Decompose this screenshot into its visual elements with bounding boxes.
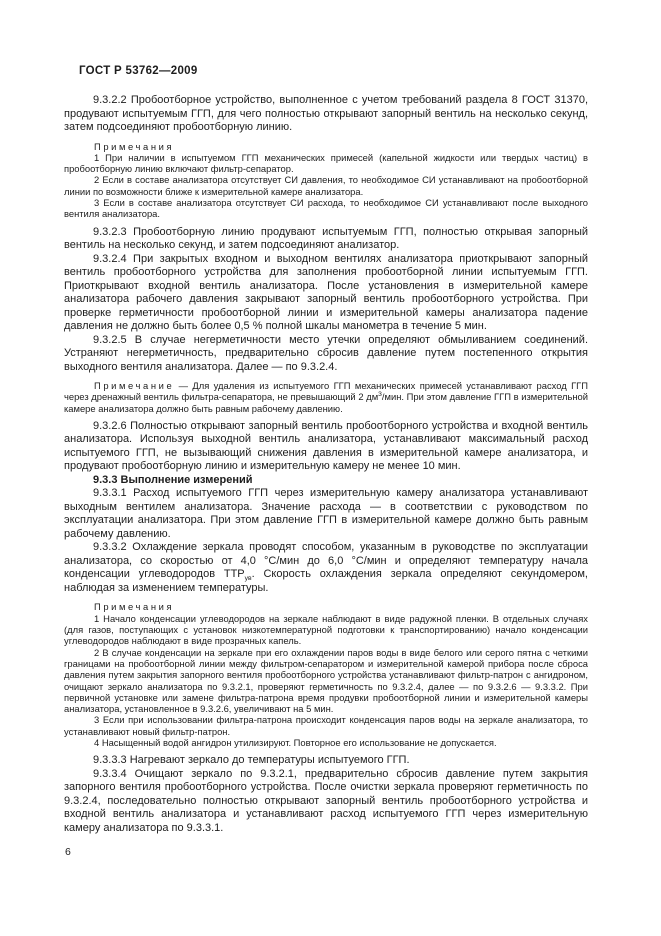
notes-block-3 bbox=[64, 601, 588, 748]
note-label: Примечание bbox=[94, 380, 175, 392]
note-text-after-sup: /мин. При этом давление ГГП в измерительной камере анализатора должно быть равным рабочему давлению. bbox=[64, 391, 588, 414]
paragraph-9-3-2-5: 9.3.2.5 В случае негерметичности место утечки определяют обмыливанием соединений. Устраняют негерметичность, предварительно сбросив давление путем постепенного открытия выходного вентиля анализатора. Далее — по 9.3.2.4. bbox=[64, 333, 588, 373]
running-header: ГОСТ Р 53762—2009 bbox=[79, 65, 198, 77]
note-item-2: 2 Если в составе анализатора отсутствует СИ давления, то необходимое СИ устанавливают на пробоотборной линии по возможности ближе к измерительной камере анализатора. bbox=[64, 174, 588, 197]
notes-title: Примечания bbox=[94, 140, 175, 152]
section-heading-9-3-3: 9.3.3 Выполнение измерений bbox=[93, 473, 253, 486]
note-item-3: 3 Если в составе анализатора отсутствует СИ расхода, то необходимое СИ устанавливают после выходного вентиля анализатора. bbox=[64, 196, 588, 220]
note-text-before-sup: — Для удаления из испытуемого ГГП механических примесей устанавливают расход ГГП через дренажный вентиль фильтра-сепаратора, не превышающий 2 дм bbox=[64, 380, 588, 403]
text-after-sub: . Скорость охлаждения зеркала определяют секундомером, наблюдая за изменением температуры. bbox=[64, 568, 588, 594]
superscript-3: 3 bbox=[378, 391, 382, 399]
paragraph-9-3-2-3: 9.3.2.3 Пробоотборную линию продувают испытуемым ГГП, полностью открывая запорный вентиль на несколько секунд, и затем подсоединяют анализатор. bbox=[64, 225, 588, 252]
note-item-1: 1 При наличии в испытуемом ГГП механических примесей (капельной жидкости или твердых частиц) в пробоотборную линию включают фильтр-сепаратор. bbox=[64, 151, 588, 175]
notes-block-2 bbox=[64, 380, 588, 414]
paragraph-9-3-2-6: 9.3.2.6 Полностью открывают запорный вентиль пробоотборного устройства и входной вентиль анализатора. Используя выходной вентиль анализатора, устанавливают максимальный расход испытуемого ГГП, не вызывающий снижения давления в измерительной камере анализатора, и продувают пробоотборную линию и измерительную камеру не менее 10 мин. bbox=[64, 419, 588, 473]
paragraph-9-3-2-4: 9.3.2.4 При закрытых входном и выходном вентилях анализатора приоткрывают запорный вентиль пробоотборного устройства для заполнения пробоотборной линии испытуемым ГГП. Приоткрывают входной вентиль анализатора. После установления в измерительной камере анализатора рабочего давления закрывают запорный вентиль пробоотборного устройства. При проверке герметичности пробоотборной линии и измерительной камеры анализатора падение давления не должно быть более 0,5 % полной шкалы манометра в течение 5 мин. bbox=[64, 252, 588, 333]
note-item-4: 4 Насыщенный водой ангидрон утилизируют. Повторное его использование не допускается. bbox=[94, 737, 497, 749]
paragraph-9-3-3-3: 9.3.3.3 Нагревают зеркало до температуры испытуемого ГГП. bbox=[93, 754, 410, 767]
paragraph-9-3-3-4: 9.3.3.4 Очищают зеркало по 9.3.2.1, предварительно сбросив давление путем закрытия запорного вентиля пробоотборного устройства. После очистки зеркала проверяют герметичность по 9.3.2.4, последовательно полностью открывают запорный вентиль пробоотборного устройства и входной вентиль анализатора и устанавливают расход испытуемого ГГП через измерительную камеру анализатора по 9.3.3.1. bbox=[64, 767, 588, 834]
note-single bbox=[64, 380, 588, 414]
page-number: 6 bbox=[65, 846, 71, 858]
notes-title: Примечания bbox=[94, 601, 175, 613]
paragraph-9-3-3-1: 9.3.3.1 Расход испытуемого ГГП через измерительную камеру анализатора устанавливают выходным вентилем анализатора. Значение расхода — в соответствии с руководством по эксплуатации анализатора. При этом давление ГГП в измерительной камере должно быть равным рабочему давлению. bbox=[64, 487, 588, 540]
note-item-3: 3 Если при использовании фильтра-патрона происходит конденсация паров воды на зеркале анализатора, то устанавливают новый фильтр-патрон. bbox=[64, 714, 588, 737]
note-item-2: 2 В случае конденсации на зеркале при его охлаждении паров воды в виде белого или серого пятна с четкими границами на пробоотборной линии между фильтром-сепаратором и измерительной камерой прибора после сброса давления путем закрытия запорного вентиля пробоотборного устройства устанавливают фильтр-патрон с ангидроном, очищают зеркало анализатора по 9.3.2.1, проверяют герметичность по 9.3.2.4, далее — по 9.3.2.6 — 9.3.3.2. При первичной установке или замене фильтра-патрона время продувки пробоотборной линии и измерительной камеры анализатора, установленное в 9.3.2.6, увеличивают на 5 мин. bbox=[64, 646, 588, 715]
text-before-sub: 9.3.3.2 Охлаждение зеркала проводят способом, указанным в руководстве по эксплуатации анализатора, со скоростью от 4,0 °С/мин до 6,0 °С/мин и определяют температуру начала конденсации углеводородов ТТР bbox=[64, 541, 588, 581]
paragraph-9-3-2-2: 9.3.2.2 Пробоотборное устройство, выполненное с учетом требований раздела 8 ГОСТ 31370, продувают испытуемым ГГП, для чего полностью открывают запорный вентиль на несколько секунд, затем подсоединяют пробоотборную линию. bbox=[64, 94, 588, 133]
document-content bbox=[64, 94, 588, 835]
notes-block-1 bbox=[64, 141, 588, 220]
note-item-1: 1 Начало конденсации углеводородов на зеркале наблюдают в виде радужной пленки. В отдельных случаях (для газов, поступающих с установок низкотемпературной подготовки к транспортированию) начало конденсации углеводородов наблюдают в виде прозрачных капель. bbox=[64, 612, 588, 647]
paragraph-9-3-3-2 bbox=[64, 541, 588, 595]
subscript-uv: ув bbox=[244, 575, 252, 583]
